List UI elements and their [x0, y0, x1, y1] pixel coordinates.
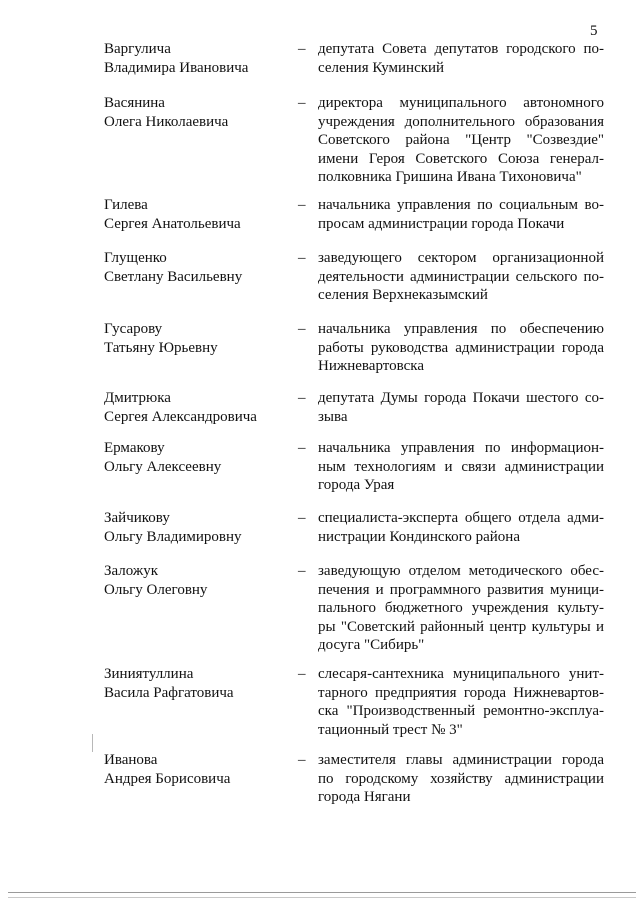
page-number: 5	[590, 23, 598, 39]
description-line: досуга "Сибирь"	[318, 637, 425, 653]
description-line: города Урая	[318, 477, 395, 493]
description-line: имени Героя Советского Союза генерал-	[318, 150, 604, 167]
person-name	[104, 249, 284, 287]
description-line: ным технологиям и связи администрации	[318, 458, 604, 475]
description-line: начальника управления по обеспечению	[318, 321, 604, 337]
bottom-scan-edge	[8, 892, 636, 893]
person-name	[104, 562, 284, 600]
description-line: Советского района "Центр "Созвездие"	[318, 132, 604, 148]
position-description	[318, 94, 604, 187]
description-line: Нижневартовска	[318, 358, 424, 374]
surname: Иванова	[104, 752, 158, 768]
dash: –	[298, 510, 306, 526]
position-description	[318, 439, 604, 495]
description-line: заведующего сектором организационной	[318, 250, 604, 266]
dash: –	[298, 95, 306, 111]
dash: –	[298, 563, 306, 579]
description-line: селения Куминский	[318, 59, 445, 76]
position-description	[318, 249, 604, 305]
description-line: депутата Совета депутатов городского по-	[318, 41, 604, 57]
given-names: Светлану Васильевну	[104, 269, 243, 285]
surname: Гилева	[104, 197, 148, 213]
description-line: директора муниципального автономного	[318, 95, 604, 111]
surname: Гусарову	[104, 321, 163, 337]
description-line: начальника управления по информацион-	[318, 440, 604, 456]
description-line: пального бюджетного учреждения культу-	[318, 600, 604, 616]
position-description	[318, 389, 604, 426]
description-line: заведующую отделом методического обес-	[318, 563, 604, 579]
person-name	[104, 389, 284, 427]
person-name	[104, 320, 284, 358]
description-line: нистрации Кондинского района	[318, 528, 520, 545]
dash: –	[298, 390, 306, 406]
bottom-scan-edge-secondary	[8, 897, 636, 898]
dash: –	[298, 197, 306, 213]
description-line: работы руководства администрации города	[318, 339, 604, 356]
given-names: Андрея Борисовича	[104, 771, 231, 787]
position-description	[318, 320, 604, 376]
dash: –	[298, 666, 306, 682]
scan-margin-mark	[92, 734, 93, 752]
given-names: Ольгу Олеговну	[104, 582, 208, 598]
dash: –	[298, 752, 306, 768]
person-name	[104, 196, 284, 234]
description-line: печения и программного развития муници-	[318, 581, 604, 598]
description-line: учреждения дополнительного образования	[318, 113, 604, 130]
given-names: Олега Николаевича	[104, 114, 229, 130]
description-line: города Нягани	[318, 789, 411, 805]
dash: –	[298, 321, 306, 337]
description-line: слесаря-сантехника муниципального унит-	[318, 666, 604, 682]
person-name	[104, 439, 284, 477]
description-line: ры "Советский районный центр культуры и	[318, 618, 604, 635]
surname: Заложук	[104, 563, 159, 579]
description-line: просам администрации города Покачи	[318, 215, 565, 232]
given-names: Владимира Ивановича	[104, 60, 249, 76]
surname: Глущенко	[104, 250, 167, 266]
description-line: специалиста-эксперта общего отдела адми-	[318, 510, 604, 526]
description-line: депутата Думы города Покачи шестого со-	[318, 390, 604, 406]
given-names: Ольгу Владимировну	[104, 529, 242, 545]
surname: Зайчикову	[104, 510, 170, 526]
description-line: начальника управления по социальным во-	[318, 197, 604, 213]
person-name	[104, 509, 284, 547]
description-line: полковника Гришина Ивана Тихоновича"	[318, 169, 582, 185]
position-description	[318, 509, 604, 546]
description-line: деятельности администрации сельского по-	[318, 268, 604, 285]
dash: –	[298, 250, 306, 266]
description-line: ска "Производственный ремонтно-эксплуа-	[318, 703, 604, 719]
dash: –	[298, 440, 306, 456]
person-name	[104, 94, 284, 132]
person-name	[104, 751, 284, 789]
given-names: Сергея Анатольевича	[104, 216, 241, 232]
surname: Ермакову	[104, 440, 165, 456]
surname: Дмитрюка	[104, 390, 171, 406]
surname: Васянина	[104, 95, 165, 111]
position-description	[318, 40, 604, 77]
description-line: селения Верхнеказымский	[318, 287, 488, 303]
position-description	[318, 665, 604, 739]
description-line: зыва	[318, 408, 348, 425]
person-name	[104, 40, 284, 78]
description-line: по городскому хозяйству администрации	[318, 770, 604, 787]
position-description	[318, 562, 604, 655]
description-line: тарного предприятия города Нижневартов-	[318, 684, 604, 701]
person-name	[104, 665, 284, 703]
position-description	[318, 196, 604, 233]
dash: –	[298, 41, 306, 57]
given-names: Сергея Александровича	[104, 409, 257, 425]
surname: Варгулича	[104, 41, 171, 57]
description-line: заместителя главы администрации города	[318, 752, 604, 768]
surname: Зиниятуллина	[104, 666, 194, 682]
position-description	[318, 751, 604, 807]
given-names: Татьяну Юрьевну	[104, 340, 218, 356]
given-names: Васила Рафгатовича	[104, 685, 234, 701]
description-line: тационный трест № 3"	[318, 721, 463, 738]
given-names: Ольгу Алексеевну	[104, 459, 222, 475]
